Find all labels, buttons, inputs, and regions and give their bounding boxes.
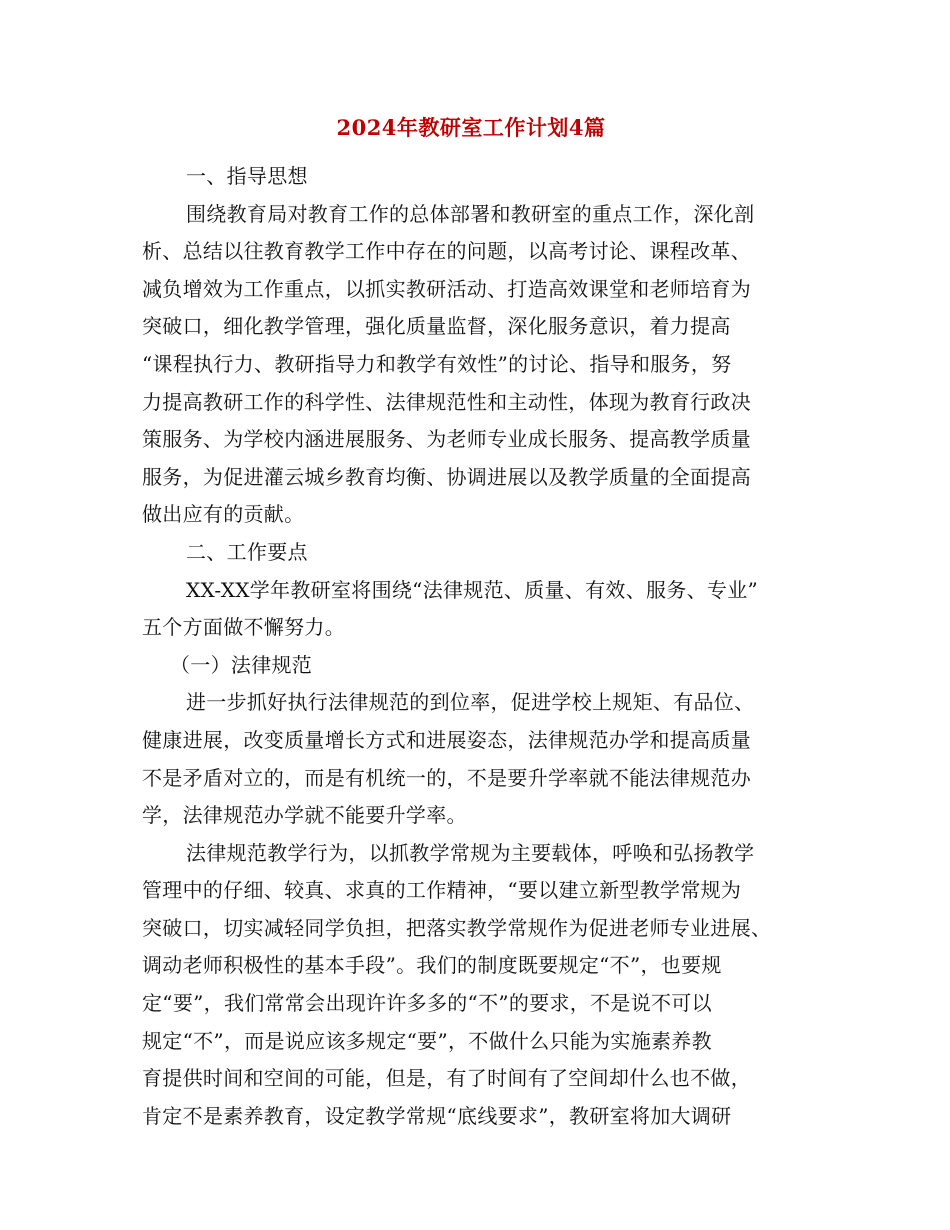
paragraph-line: 进一步抓好执行法律规范的到位率，促进学校上规矩、有品位、: [186, 690, 755, 715]
paragraph-line: 突破口，细化教学管理，强化质量监督，深化服务意识，着力提高: [142, 314, 731, 339]
paragraph-line: 育提供时间和空间的可能，但是，有了时间有了空间却什么也不做，: [142, 1066, 751, 1091]
paragraph-line: 做出应有的贡献。: [142, 502, 305, 527]
paragraph-line: 不是矛盾对立的，而是有机统一的，不是要升学率就不能法律规范办: [142, 765, 751, 790]
document-title: 2024年教研室工作计划4篇: [336, 115, 606, 140]
paragraph-line: 析、总结以往教育教学工作中存在的问题，以高考讨论、课程改革、: [142, 239, 751, 264]
paragraph-line: 管理中的仔细、较真、求真的工作精神，“要以建立新型教学常规为: [142, 878, 742, 903]
paragraph-line: 力提高教研工作的科学性、法律规范性和主动性，体现为教育行政决: [142, 389, 751, 414]
paragraph-line: 突破口，切实减轻同学负担，把落实教学常规作为促进老师专业进展、: [142, 915, 772, 940]
paragraph-line: 肯定不是素养教育，设定教学常规“底线要求”，教研室将加大调研: [142, 1103, 732, 1128]
paragraph-line: 法律规范教学行为，以抓教学常规为主要载体，呼唤和弘扬教学: [186, 840, 755, 865]
paragraph-line: 规定“不”，而是说应该多规定“要”，不做什么只能为实施素养教: [142, 1028, 712, 1053]
paragraph-line: 服务，为促进灌云城乡教育均衡、协调进展以及教学质量的全面提高: [142, 464, 751, 489]
paragraph-line: 策服务、为学校内涵进展服务、为老师专业成长服务、提高教学质量: [142, 427, 751, 452]
paragraph-line: 健康进展，改变质量增长方式和进展姿态，法律规范办学和提高质量: [142, 727, 751, 752]
paragraph-line: 定“要”，我们常常会出现许许多多的“不”的要求，不是说不可以: [142, 991, 712, 1016]
paragraph-line: 学，法律规范办学就不能要升学率。: [142, 803, 467, 828]
subsection-heading-legal-norms: （一）法律规范: [170, 652, 313, 677]
paragraph-line: 围绕教育局对教育工作的总体部署和教研室的重点工作，深化剖: [186, 201, 755, 226]
section-heading-guiding-ideology: 一、指导思想: [186, 164, 308, 188]
paragraph-line: 减负增效为工作重点，以抓实教研活动、打造高效课堂和老师培育为: [142, 276, 751, 301]
paragraph-line: XX-XX学年教研室将围绕“法律规范、质量、有效、服务、专业”: [186, 577, 759, 602]
section-heading-work-points: 二、工作要点: [186, 539, 308, 564]
paragraph-line: 五个方面做不懈努力。: [142, 615, 345, 640]
paragraph-line: 调动老师积极性的基本手段”。我们的制度既要规定“不”，也要规: [142, 953, 722, 978]
paragraph-line: “课程执行力、教研指导力和教学有效性”的讨论、指导和服务，努: [142, 351, 732, 376]
